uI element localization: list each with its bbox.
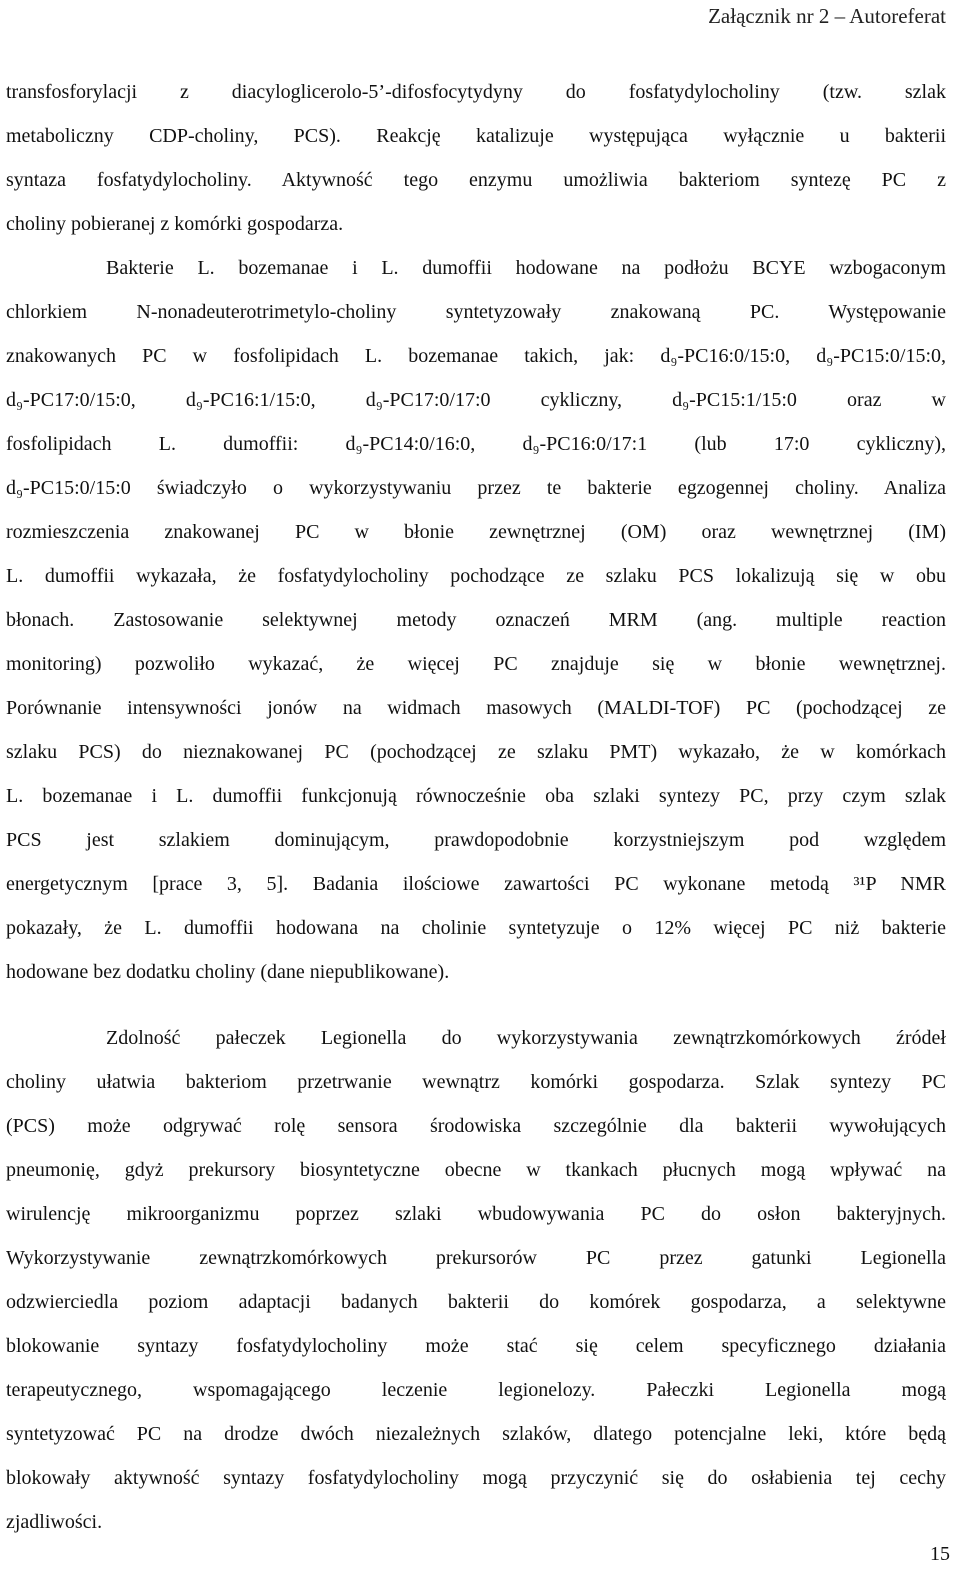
- text-line: PCS jest szlakiem dominującym, prawdopodobnie korzystniejszym pod względem: [6, 829, 946, 851]
- text-line: Bakterie L. bozemanae i L. dumoffii hodowane na podłożu BCYE wzbogaconym: [106, 257, 946, 279]
- paragraph-gap: [6, 994, 946, 1016]
- text-line: syntaza fosfatydylocholiny. Aktywność tego enzymu umożliwia bakteriom syntezę PC z: [6, 169, 946, 191]
- text-line: blokowały aktywność syntazy fosfatydylocholiny mogą przyczynić się do osłabienia tej cechy: [6, 1467, 946, 1489]
- text-line: błonach. Zastosowanie selektywnej metody oznaczeń MRM (ang. multiple reaction: [6, 609, 946, 631]
- text-line: terapeutycznego, wspomagającego leczenie legionelozy. Pałeczki Legionella mogą: [6, 1379, 946, 1401]
- text-line: hodowane bez dodatku choliny (dane niepublikowane).: [6, 961, 450, 983]
- paragraph: [6, 1016, 946, 1544]
- text-line: pokazały, że L. dumoffii hodowana na cholinie syntetyzuje o 12% więcej PC niż bakterie: [6, 917, 946, 939]
- page-number: 15: [930, 1543, 950, 1565]
- text-line: Zdolność pałeczek Legionella do wykorzystywania zewnątrzkomórkowych źródeł: [106, 1027, 946, 1049]
- text-line: metaboliczny CDP-choliny, PCS). Reakcję katalizuje występująca wyłącznie u bakterii: [6, 125, 946, 147]
- text-line: zjadliwości.: [6, 1511, 103, 1533]
- text-line: Wykorzystywanie zewnątrzkomórkowych prekursorów PC przez gatunki Legionella: [6, 1247, 946, 1269]
- text-line: energetycznym [prace 3, 5]. Badania ilościowe zawartości PC wykonane metodą ³¹P NMR: [6, 873, 946, 895]
- text-line: L. bozemanae i L. dumoffii funkcjonują równocześnie oba szlaki syntezy PC, przy czym szlak: [6, 785, 946, 807]
- paragraph: [6, 246, 946, 994]
- text-line: Porównanie intensywności jonów na widmach masowych (MALDI-TOF) PC (pochodzącej ze: [6, 697, 946, 719]
- text-line: choliny pobieranej z komórki gospodarza.: [6, 213, 344, 235]
- page-header: Załącznik nr 2 – Autoreferat: [708, 4, 946, 28]
- text-line: fosfolipidach L. dumoffii: d₉-PC14:0/16:0, d₉-PC16:0/17:1 (lub 17:0 cykliczny),: [6, 433, 946, 455]
- text-line: syntetyzować PC na drodze dwóch niezależnych szlaków, dlatego potencjalne leki, które będą: [6, 1423, 946, 1445]
- text-line: chlorkiem N-nonadeuterotrimetylo-choliny syntetyzowały znakowaną PC. Występowanie: [6, 301, 946, 323]
- paragraph: [6, 70, 946, 246]
- document-body: [6, 70, 946, 1544]
- text-line: odzwierciedla poziom adaptacji badanych bakterii do komórek gospodarza, a selektywne: [6, 1291, 946, 1313]
- text-line: znakowanych PC w fosfolipidach L. bozemanae takich, jak: d₉-PC16:0/15:0, d₉-PC15:0/15:0,: [6, 345, 946, 367]
- text-line: pneumonię, gdyż prekursory biosyntetyczne obecne w tkankach płucnych mogą wpływać na: [6, 1159, 946, 1181]
- text-line: wirulencję mikroorganizmu poprzez szlaki wbudowywania PC do osłon bakteryjnych.: [6, 1203, 946, 1225]
- text-line: monitoring) pozwoliło wykazać, że więcej PC znajduje się w błonie wewnętrznej.: [6, 653, 946, 675]
- text-line: transfosforylacji z diacyloglicerolo-5’-difosfocytydyny do fosfatydylocholiny (tzw. szlak: [6, 81, 946, 103]
- text-line: d₉-PC15:0/15:0 świadczyło o wykorzystywaniu przez te bakterie egzogennej choliny. Analiza: [6, 477, 946, 499]
- text-line: d₉-PC17:0/15:0, d₉-PC16:1/15:0, d₉-PC17:0/17:0 cykliczny, d₉-PC15:1/15:0 oraz w: [6, 389, 946, 411]
- text-line: blokowanie syntazy fosfatydylocholiny może stać się celem specyficznego działania: [6, 1335, 946, 1357]
- text-line: (PCS) może odgrywać rolę sensora środowiska szczególnie dla bakterii wywołujących: [6, 1115, 946, 1137]
- text-line: rozmieszczenia znakowanej PC w błonie zewnętrznej (OM) oraz wewnętrznej (IM): [6, 521, 946, 543]
- text-line: L. dumoffii wykazała, że fosfatydylocholiny pochodzące ze szlaku PCS lokalizują się w obu: [6, 565, 946, 587]
- text-line: choliny ułatwia bakteriom przetrwanie wewnątrz komórki gospodarza. Szlak syntezy PC: [6, 1071, 946, 1093]
- text-line: szlaku PCS) do nieznakowanej PC (pochodzącej ze szlaku PMT) wykazało, że w komórkach: [6, 741, 946, 763]
